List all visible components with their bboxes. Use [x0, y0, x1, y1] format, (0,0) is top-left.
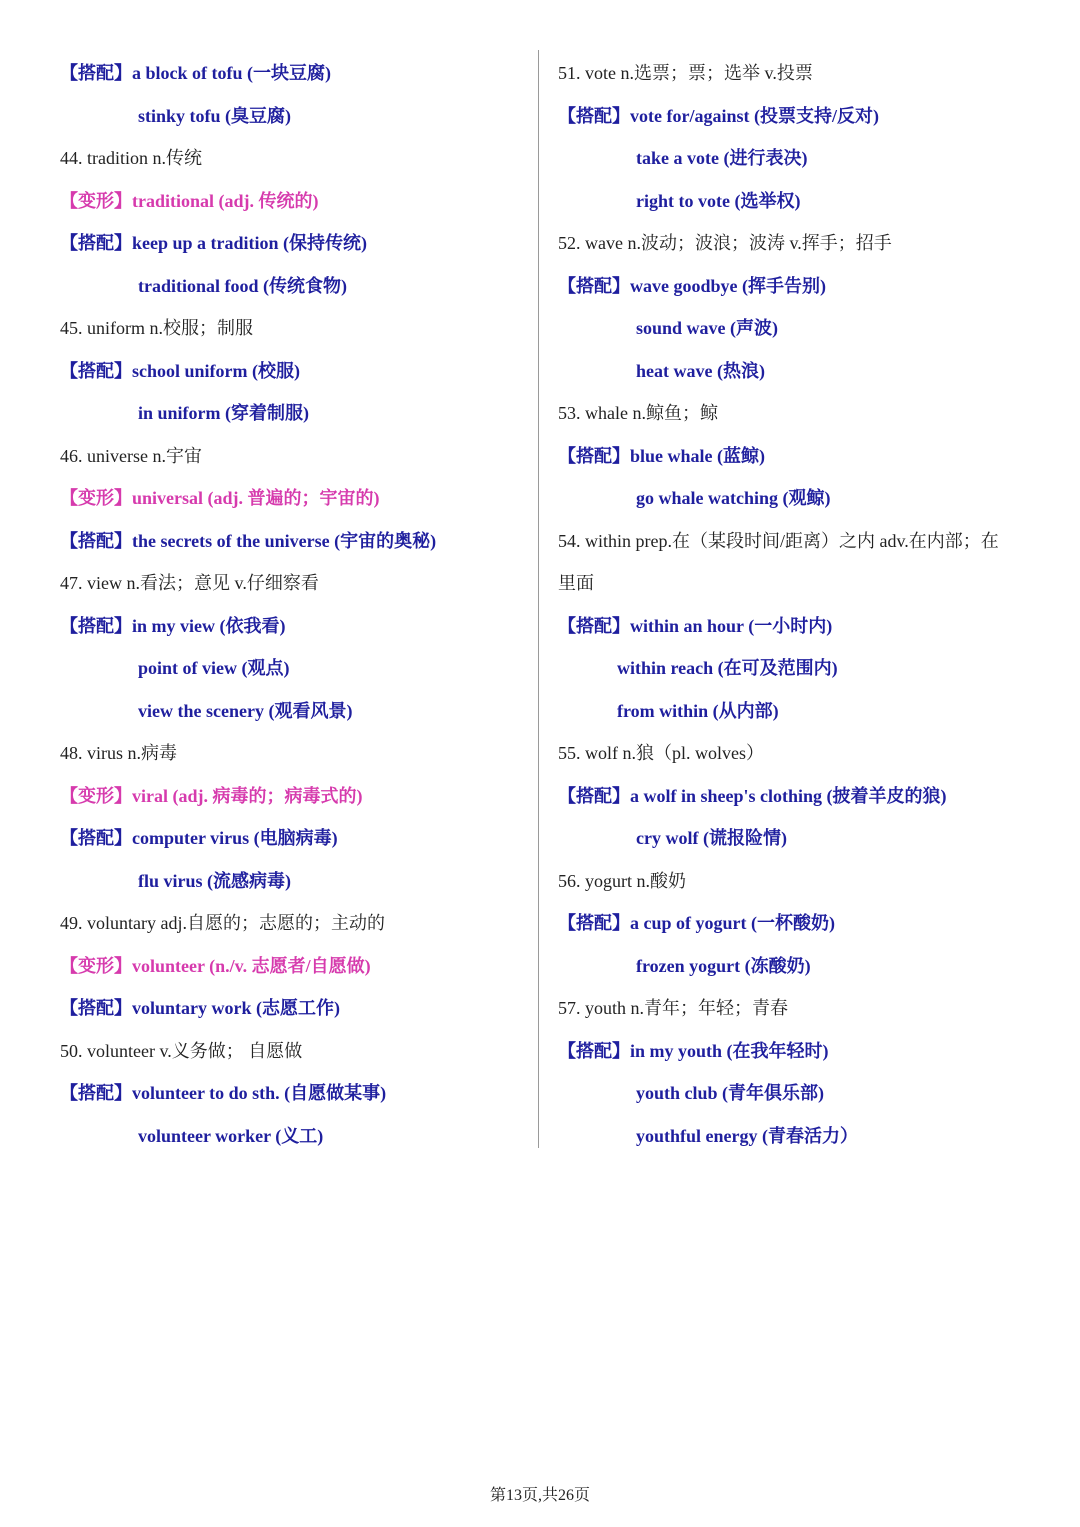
line-text: traditional food (传统食物) — [138, 275, 347, 296]
collocation-line — [558, 477, 1038, 520]
collocation-line — [60, 265, 530, 308]
collocation-line — [558, 350, 1038, 393]
line-text: traditional (adj. 传统的) — [132, 190, 319, 211]
collocation-line — [558, 307, 1038, 350]
line-text: 52. wave n.波动；波浪；波涛 v.挥手；招手 — [558, 233, 892, 253]
line-text: 里面 — [558, 573, 594, 593]
line-text: in my view (依我看) — [132, 615, 286, 636]
line-text: volunteer worker (义工) — [138, 1125, 324, 1146]
collocation-line — [60, 52, 530, 95]
vocab-entry — [60, 307, 530, 350]
collocation-tag: 【搭配】 — [60, 828, 132, 848]
collocation-line — [558, 1030, 1038, 1073]
line-text: a block of tofu (一块豆腐) — [132, 63, 331, 83]
collocation-line — [558, 775, 1038, 818]
line-text: computer virus (电脑病毒) — [132, 828, 338, 848]
line-text: flu virus (流感病毒) — [138, 870, 291, 891]
collocation-line — [60, 222, 530, 265]
line-text: right to vote (选举权) — [636, 190, 801, 211]
word-form-tag: 【变形】 — [60, 190, 132, 211]
collocation-line — [60, 987, 530, 1030]
vocab-entry — [60, 562, 530, 605]
collocation-line — [60, 392, 530, 435]
collocation-line — [60, 1072, 530, 1115]
line-text: keep up a tradition (保持传统) — [132, 233, 368, 253]
vocab-entry — [60, 732, 530, 775]
line-text: 44. tradition n.传统 — [60, 148, 202, 168]
line-text: in uniform (穿着制服) — [138, 403, 309, 423]
vocab-entry — [60, 435, 530, 478]
collocation-line — [60, 605, 530, 648]
collocation-line — [60, 520, 530, 563]
line-text: from within (从内部) — [617, 700, 779, 721]
vocab-entry — [558, 987, 1038, 1030]
line-text: wave goodbye (挥手告别) — [630, 275, 826, 296]
line-text: universal (adj. 普遍的；宇宙的) — [132, 488, 380, 508]
collocation-line — [558, 1115, 1038, 1158]
collocation-tag: 【搭配】 — [558, 913, 630, 933]
vocab-entry — [558, 732, 1038, 775]
line-text: view the scenery (观看风景) — [138, 700, 353, 721]
left-column — [60, 52, 530, 1157]
collocation-line — [60, 817, 530, 860]
collocation-line — [558, 180, 1038, 223]
collocation-tag: 【搭配】 — [60, 530, 132, 551]
vocab-entry — [60, 137, 530, 180]
right-column — [558, 52, 1038, 1157]
line-text: youthful energy (青春活力） — [636, 1125, 858, 1146]
line-text: volunteer to do sth. (自愿做某事) — [132, 1083, 387, 1103]
word-form-line — [60, 945, 530, 988]
collocation-tag: 【搭配】 — [558, 445, 630, 466]
word-form-line — [60, 477, 530, 520]
collocation-tag: 【搭配】 — [558, 1040, 630, 1061]
line-text: 50. volunteer v.义务做； 自愿做 — [60, 1040, 303, 1061]
collocation-tag: 【搭配】 — [558, 785, 630, 806]
line-text: 47. view n.看法；意见 v.仔细察看 — [60, 573, 319, 593]
line-text: viral (adj. 病毒的；病毒式的) — [132, 785, 363, 806]
line-text: 53. whale n.鲸鱼；鲸 — [558, 403, 718, 423]
collocation-line — [558, 647, 1038, 690]
line-text: take a vote (进行表决) — [636, 148, 808, 168]
collocation-tag: 【搭配】 — [558, 105, 630, 126]
line-text: voluntary work (志愿工作) — [132, 998, 340, 1018]
collocation-line — [558, 817, 1038, 860]
line-text: volunteer (n./v. 志愿者/自愿做) — [132, 955, 371, 976]
word-form-line — [60, 775, 530, 818]
word-form-tag: 【变形】 — [60, 785, 132, 806]
vocab-entry — [558, 562, 1038, 605]
collocation-line — [60, 1115, 530, 1158]
vocab-entry — [60, 902, 530, 945]
collocation-line — [558, 95, 1038, 138]
collocation-tag: 【搭配】 — [558, 275, 630, 296]
collocation-line — [60, 95, 530, 138]
line-text: a wolf in sheep's clothing (披着羊皮的狼) — [630, 785, 947, 806]
line-text: 46. universe n.宇宙 — [60, 445, 202, 466]
line-text: within an hour (一小时内) — [630, 615, 833, 636]
collocation-tag: 【搭配】 — [60, 360, 132, 381]
line-text: within reach (在可及范围内) — [617, 658, 838, 678]
line-text: school uniform (校服) — [132, 360, 300, 381]
line-text: 56. yogurt n.酸奶 — [558, 870, 686, 891]
line-text: sound wave (声波) — [636, 318, 779, 338]
collocation-tag: 【搭配】 — [558, 615, 630, 636]
line-text: 55. wolf n.狼（pl. wolves） — [558, 743, 764, 763]
collocation-line — [558, 1072, 1038, 1115]
line-text: a cup of yogurt (一杯酸奶) — [630, 913, 835, 933]
line-text: 54. within prep.在（某段时间/距离）之内 adv.在内部；在 — [558, 530, 999, 551]
collocation-tag: 【搭配】 — [60, 63, 132, 83]
line-text: heat wave (热浪) — [636, 360, 765, 381]
collocation-line — [558, 902, 1038, 945]
collocation-tag: 【搭配】 — [60, 233, 132, 253]
collocation-line — [60, 690, 530, 733]
line-text: youth club (青年俱乐部) — [636, 1083, 825, 1103]
vocab-entry — [558, 392, 1038, 435]
word-form-line — [60, 180, 530, 223]
line-text: stinky tofu (臭豆腐) — [138, 105, 292, 126]
line-text: point of view (观点) — [138, 658, 290, 678]
line-text: vote for/against (投票支持/反对) — [630, 105, 879, 126]
vocab-entry — [60, 1030, 530, 1073]
collocation-line — [60, 350, 530, 393]
collocation-tag: 【搭配】 — [60, 1083, 132, 1103]
line-text: frozen yogurt (冻酸奶) — [636, 955, 811, 976]
line-text: cry wolf (谎报险情) — [636, 828, 787, 848]
vocab-entry — [558, 860, 1038, 903]
line-text: 48. virus n.病毒 — [60, 743, 177, 763]
vocab-entry — [558, 52, 1038, 95]
collocation-line — [558, 265, 1038, 308]
collocation-line — [558, 690, 1038, 733]
collocation-tag: 【搭配】 — [60, 998, 132, 1018]
collocation-line — [558, 605, 1038, 648]
collocation-line — [558, 945, 1038, 988]
collocation-line — [60, 860, 530, 903]
line-text: 49. voluntary adj.自愿的；志愿的；主动的 — [60, 913, 385, 933]
line-text: in my youth (在我年轻时) — [630, 1040, 829, 1061]
vocab-entry — [558, 222, 1038, 265]
collocation-line — [558, 137, 1038, 180]
collocation-line — [60, 647, 530, 690]
vocab-entry — [558, 520, 1038, 563]
line-text: go whale watching (观鲸) — [636, 488, 831, 508]
line-text: 45. uniform n.校服；制服 — [60, 318, 253, 338]
collocation-tag: 【搭配】 — [60, 615, 132, 636]
line-text: blue whale (蓝鲸) — [630, 445, 765, 466]
line-text: 51. vote n.选票；票；选举 v.投票 — [558, 63, 813, 83]
line-text: the secrets of the universe (宇宙的奥秘) — [132, 530, 437, 551]
column-divider — [538, 50, 539, 1148]
word-form-tag: 【变形】 — [60, 955, 132, 976]
page-footer: 第13页,共26页 — [489, 1487, 590, 1504]
word-form-tag: 【变形】 — [60, 488, 132, 508]
line-text: 57. youth n.青年；年轻；青春 — [558, 998, 789, 1018]
collocation-line — [558, 435, 1038, 478]
